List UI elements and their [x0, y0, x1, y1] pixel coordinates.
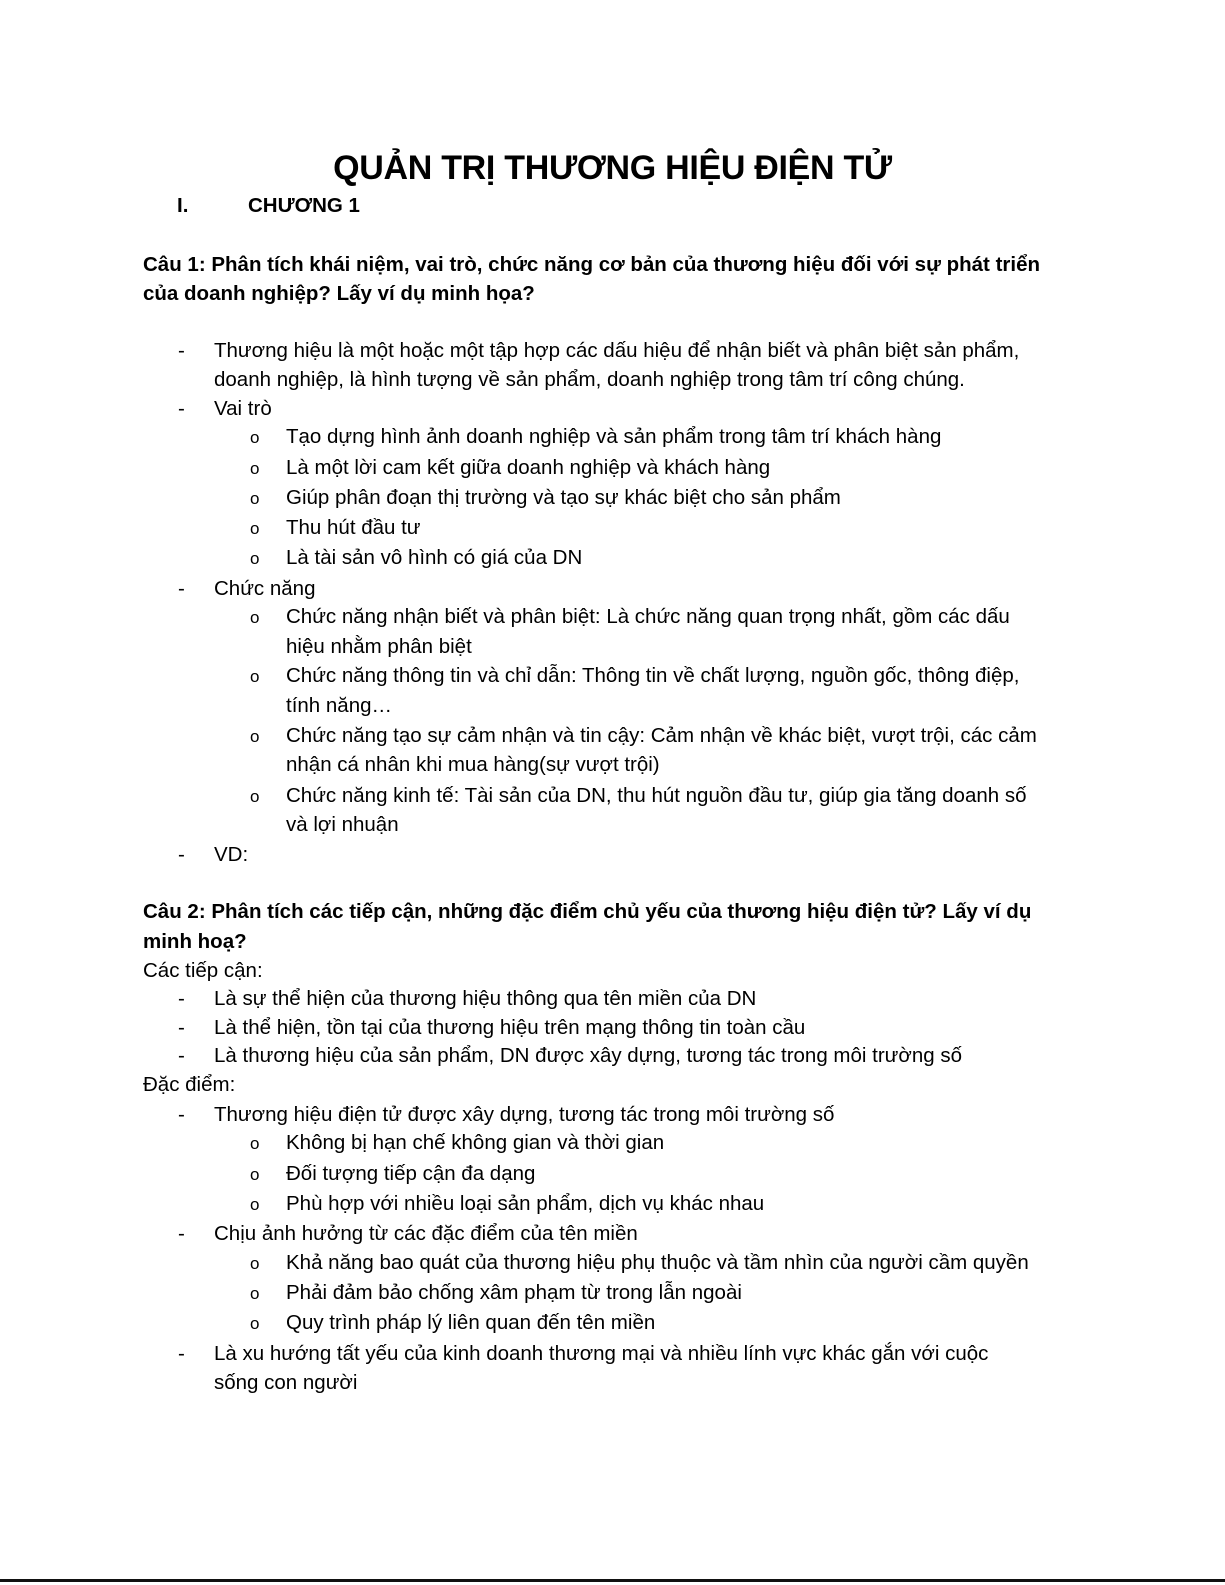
- q2-approach-item: Là thương hiệu của sản phẩm, DN được xây dựng, tương tác trong môi trường số: [214, 1044, 962, 1067]
- q2-feature-item-line2: sống con người: [214, 1371, 358, 1394]
- q2-feature-item: Thương hiệu điện tử được xây dựng, tương tác trong môi trường số: [214, 1103, 835, 1126]
- q1-example-label: VD:: [214, 843, 249, 866]
- q2-feature-subitem: Quy trình pháp lý liên quan đến tên miền: [286, 1311, 656, 1334]
- q2-approach-item: Là sự thể hiện của thương hiệu thông qua tên miền của DN: [214, 987, 757, 1010]
- q1-function-item-line2: nhận cá nhân khi mua hàng(sự vượt trội): [286, 753, 660, 776]
- q2-feature-subitem: Đối tượng tiếp cận đa dạng: [286, 1162, 536, 1185]
- q1-function-item-line1: Chức năng tạo sự cảm nhận và tin cậy: Cảm nhận về khác biệt, vượt trội, các cảm: [286, 724, 1037, 747]
- dash-bullet: -: [178, 397, 185, 420]
- dash-bullet: -: [178, 1016, 185, 1039]
- q1-function-item-line2: và lợi nhuận: [286, 813, 399, 836]
- q1-role-item: Là tài sản vô hình có giá của DN: [286, 546, 583, 569]
- circle-bullet: o: [250, 459, 260, 478]
- q1-function-item-line1: Chức năng thông tin và chỉ dẫn: Thông tin về chất lượng, nguồn gốc, thông điệp,: [286, 664, 1020, 687]
- q1-role-item: Thu hút đầu tư: [286, 516, 421, 539]
- circle-bullet: o: [250, 1254, 260, 1273]
- circle-bullet: o: [250, 608, 260, 627]
- circle-bullet: o: [250, 667, 260, 686]
- q1-function-item-line1: Chức năng nhận biết và phân biệt: Là chức năng quan trọng nhất, gồm các dấu: [286, 605, 1010, 628]
- q1-definition-line2: doanh nghiệp, là hình tượng về sản phẩm, doanh nghiệp trong tâm trí công chúng.: [214, 368, 965, 391]
- q1-function-item-line1: Chức năng kinh tế: Tài sản của DN, thu hút nguồn đầu tư, giúp gia tăng doanh số: [286, 784, 1027, 807]
- circle-bullet: o: [250, 1165, 260, 1184]
- q1-role-item: Là một lời cam kết giữa doanh nghiệp và khách hàng: [286, 456, 771, 479]
- q1-role-label: Vai trò: [214, 397, 272, 420]
- circle-bullet: o: [250, 787, 260, 806]
- q2-heading-line2: minh hoạ?: [143, 930, 247, 953]
- dash-bullet: -: [178, 987, 185, 1010]
- circle-bullet: o: [250, 428, 260, 447]
- circle-bullet: o: [250, 1195, 260, 1214]
- chapter-number: I.: [177, 194, 189, 217]
- q1-role-item: Giúp phân đoạn thị trường và tạo sự khác biệt cho sản phẩm: [286, 486, 841, 509]
- q2-feature-subitem: Phù hợp với nhiều loại sản phẩm, dịch vụ khác nhau: [286, 1192, 765, 1215]
- document-title: QUẢN TRỊ THƯƠNG HIỆU ĐIỆN TỬ: [333, 149, 892, 187]
- q1-definition-line1: Thương hiệu là một hoặc một tập hợp các dấu hiệu để nhận biết và phân biệt sản phẩm,: [214, 339, 1020, 362]
- chapter-heading: CHƯƠNG 1: [248, 194, 360, 217]
- q1-function-item-line2: hiệu nhằm phân biệt: [286, 635, 472, 658]
- q2-feature-item: Chịu ảnh hưởng từ các đặc điểm của tên miền: [214, 1222, 638, 1245]
- circle-bullet: o: [250, 727, 260, 746]
- q2-feature-subitem: Phải đảm bảo chống xâm phạm từ trong lẫn ngoài: [286, 1281, 742, 1304]
- q2-heading-line1: Câu 2: Phân tích các tiếp cận, những đặc điểm chủ yếu của thương hiệu điện tử? Lấy ví dụ: [143, 900, 1032, 923]
- circle-bullet: o: [250, 1134, 260, 1153]
- circle-bullet: o: [250, 549, 260, 568]
- page-bottom-edge: [0, 1579, 1225, 1582]
- q1-heading-line2: của doanh nghiệp? Lấy ví dụ minh họa?: [143, 282, 535, 305]
- q2-feature-label: Đặc điểm:: [143, 1073, 236, 1096]
- circle-bullet: o: [250, 489, 260, 508]
- dash-bullet: -: [178, 339, 185, 362]
- dash-bullet: -: [178, 1222, 185, 1245]
- q2-feature-subitem: Không bị hạn chế không gian và thời gian: [286, 1131, 665, 1154]
- circle-bullet: o: [250, 519, 260, 538]
- q1-function-label: Chức năng: [214, 577, 316, 600]
- q2-approach-label: Các tiếp cận:: [143, 959, 263, 982]
- q2-feature-subitem: Khả năng bao quát của thương hiệu phụ thuộc và tầm nhìn của người cầm quyền: [286, 1251, 1029, 1274]
- q1-function-item-line2: tính năng…: [286, 694, 392, 717]
- dash-bullet: -: [178, 1342, 185, 1365]
- circle-bullet: o: [250, 1284, 260, 1303]
- dash-bullet: -: [178, 577, 185, 600]
- q1-heading-line1: Câu 1: Phân tích khái niệm, vai trò, chức năng cơ bản của thương hiệu đối với sự phát triển: [143, 253, 1041, 276]
- q2-approach-item: Là thể hiện, tồn tại của thương hiệu trên mạng thông tin toàn cầu: [214, 1016, 806, 1039]
- dash-bullet: -: [178, 843, 185, 866]
- q1-role-item: Tạo dựng hình ảnh doanh nghiệp và sản phẩm trong tâm trí khách hàng: [286, 425, 942, 448]
- q2-feature-item-line1: Là xu hướng tất yếu của kinh doanh thương mại và nhiều lính vực khác gắn với cuộc: [214, 1342, 989, 1365]
- dash-bullet: -: [178, 1044, 185, 1067]
- circle-bullet: o: [250, 1314, 260, 1333]
- dash-bullet: -: [178, 1103, 185, 1126]
